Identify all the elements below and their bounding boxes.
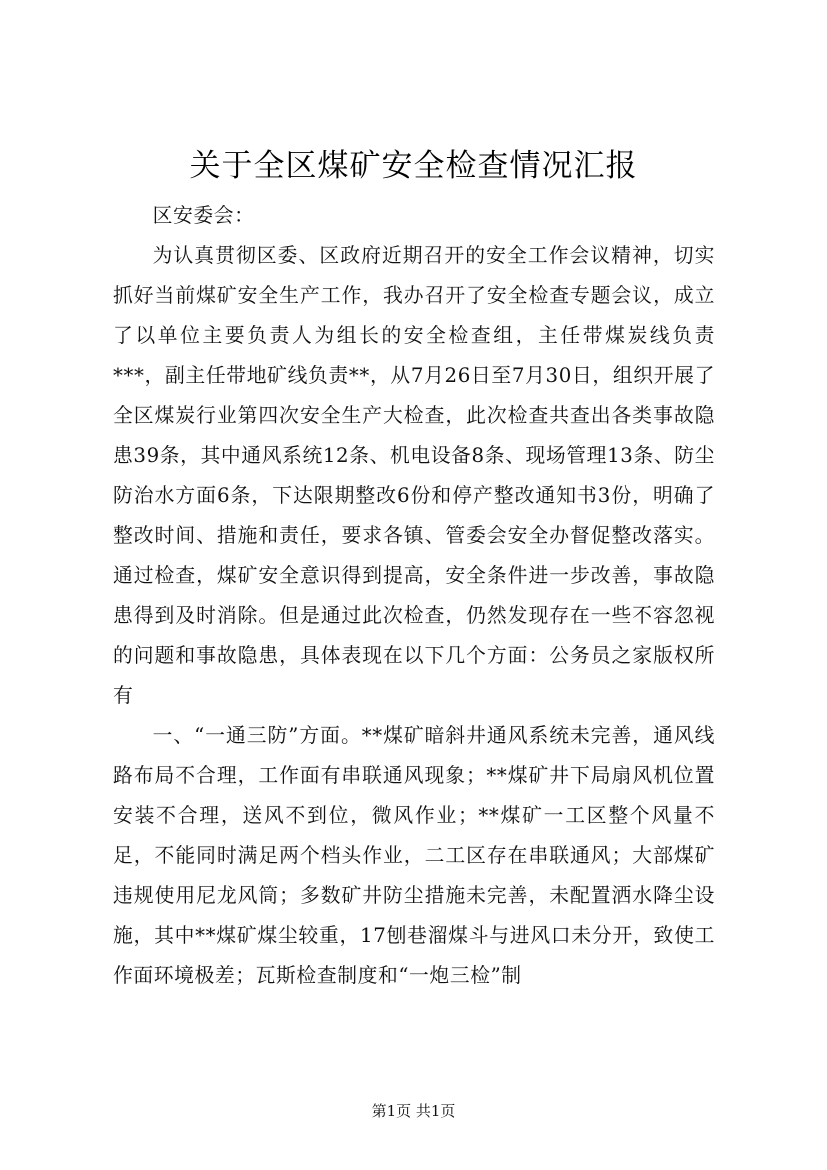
salutation: 区安委会： bbox=[152, 204, 255, 227]
paragraph-intro: 为认真贯彻区委、区政府近期召开的安全工作会议精神，切实抓好当前煤矿安全生产工作，我办召开了安全检查专题会议，成立了以单位主要负责人为组长的安全检查组，主任带煤炭线负责***，副主任带地矿线负责**，从7月26日至7月30日，组织开展了全区煤炭行业第四次安全生产大检查，此次检查共查出各类事故隐患39条，其中通风系统12条、机电设备8条、现场管理13条、防尘防治水方面6条，下达限期整改6份和停产整改通知书3份，明确了整改时间、措施和责任，要求各镇、管委会安全办督促整改落实。通过检查，煤矿安全意识得到提高，安全条件进一步改善，事故隐患得到及时消除。但是通过此次检查，仍然发现存在一些不容忽视的问题和事故隐患，具体表现在以下几个方面：公务员之家版权所有 bbox=[113, 244, 715, 707]
page-footer: 第1页 共1页 bbox=[371, 1102, 456, 1120]
document-title: 关于全区煤矿安全检查情况汇报 bbox=[189, 148, 638, 184]
document-body bbox=[113, 196, 715, 996]
paragraph-ventilation: 一、“一通三防”方面。**煤矿暗斜井通风系统未完善，通风线路布局不合理，工作面有串联通风现象；**煤矿井下局扇风机位置安装不合理，送风不到位，微风作业；**煤矿一工区整个风量不足，不能同时满足两个档头作业，二工区存在串联通风；大部煤矿违规使用尼龙风筒；多数矿井防尘措施未完善，未配置洒水降尘设施，其中**煤矿煤尘较重，17刨巷溜煤斗与进风口未分开，致使工作面环境极差；瓦斯检查制度和“一炮三检”制 bbox=[113, 724, 715, 987]
